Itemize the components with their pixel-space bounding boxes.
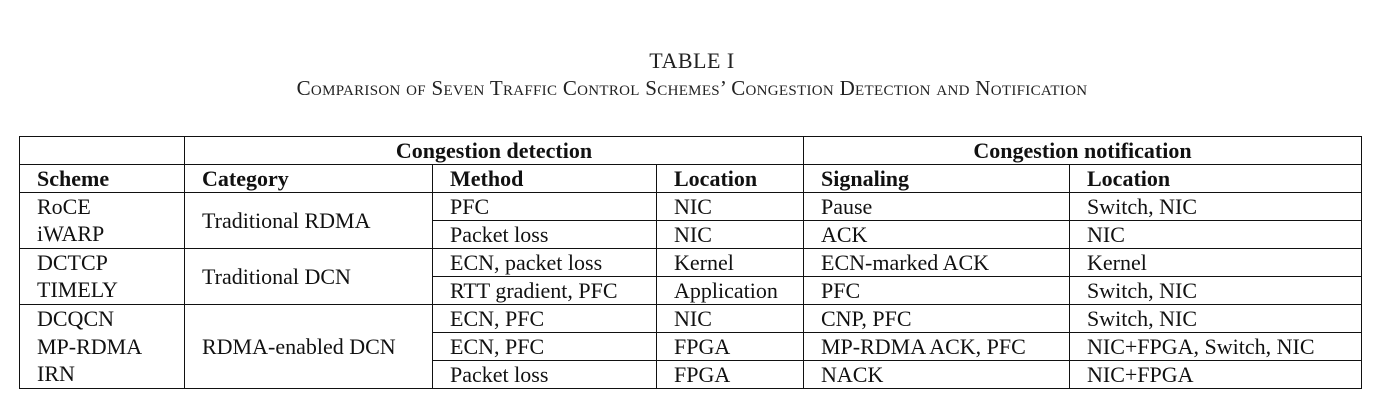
signaling-cell: Pause <box>804 193 1070 221</box>
table-label: TABLE I <box>649 48 735 73</box>
table-title: Comparison of Seven Traffic Control Schemes’ Congestion Detection and Notification <box>296 76 1088 100</box>
scheme-cell: DCQCN <box>20 305 185 333</box>
location-cell: Kernel <box>657 249 804 277</box>
location-cell: FPGA <box>657 333 804 361</box>
notification-location-cell: Switch, NIC <box>1070 277 1362 305</box>
notification-location-cell: NIC+FPGA, Switch, NIC <box>1070 333 1362 361</box>
comparison-table <box>19 136 1362 389</box>
header-scheme: Scheme <box>20 165 185 193</box>
header-method: Method <box>433 165 657 193</box>
scheme-cell: IRN <box>20 361 185 389</box>
location-cell: FPGA <box>657 361 804 389</box>
table-row <box>20 249 1362 277</box>
method-cell: Packet loss <box>433 221 657 249</box>
header-location: Location <box>657 165 804 193</box>
location-cell: Application <box>657 277 804 305</box>
method-cell: PFC <box>433 193 657 221</box>
group-header-notification: Congestion notification <box>804 137 1362 165</box>
signaling-cell: ECN-marked ACK <box>804 249 1070 277</box>
signaling-cell: MP-RDMA ACK, PFC <box>804 333 1070 361</box>
group-header-row <box>20 137 1362 165</box>
method-cell: ECN, packet loss <box>433 249 657 277</box>
method-cell: Packet loss <box>433 361 657 389</box>
notification-location-cell: Switch, NIC <box>1070 305 1362 333</box>
scheme-cell: DCTCP <box>20 249 185 277</box>
table-row <box>20 193 1362 221</box>
notification-location-cell: Kernel <box>1070 249 1362 277</box>
method-cell: ECN, PFC <box>433 333 657 361</box>
table-row <box>20 305 1362 333</box>
location-cell: NIC <box>657 221 804 249</box>
scheme-cell: RoCE <box>20 193 185 221</box>
signaling-cell: ACK <box>804 221 1070 249</box>
group-header-empty <box>20 137 185 165</box>
notification-location-cell: Switch, NIC <box>1070 193 1362 221</box>
scheme-cell: iWARP <box>20 221 185 249</box>
category-cell: Traditional DCN <box>185 249 433 305</box>
header-signaling: Signaling <box>804 165 1070 193</box>
location-cell: NIC <box>657 305 804 333</box>
method-cell: ECN, PFC <box>433 305 657 333</box>
header-notification-location: Location <box>1070 165 1362 193</box>
signaling-cell: PFC <box>804 277 1070 305</box>
group-header-detection: Congestion detection <box>185 137 804 165</box>
signaling-cell: NACK <box>804 361 1070 389</box>
signaling-cell: CNP, PFC <box>804 305 1070 333</box>
method-cell: RTT gradient, PFC <box>433 277 657 305</box>
category-cell: Traditional RDMA <box>185 193 433 249</box>
notification-location-cell: NIC <box>1070 221 1362 249</box>
location-cell: NIC <box>657 193 804 221</box>
header-category: Category <box>185 165 433 193</box>
notification-location-cell: NIC+FPGA <box>1070 361 1362 389</box>
category-cell: RDMA-enabled DCN <box>185 305 433 389</box>
scheme-cell: MP-RDMA <box>20 333 185 361</box>
scheme-cell: TIMELY <box>20 277 185 305</box>
column-header-row <box>20 165 1362 193</box>
